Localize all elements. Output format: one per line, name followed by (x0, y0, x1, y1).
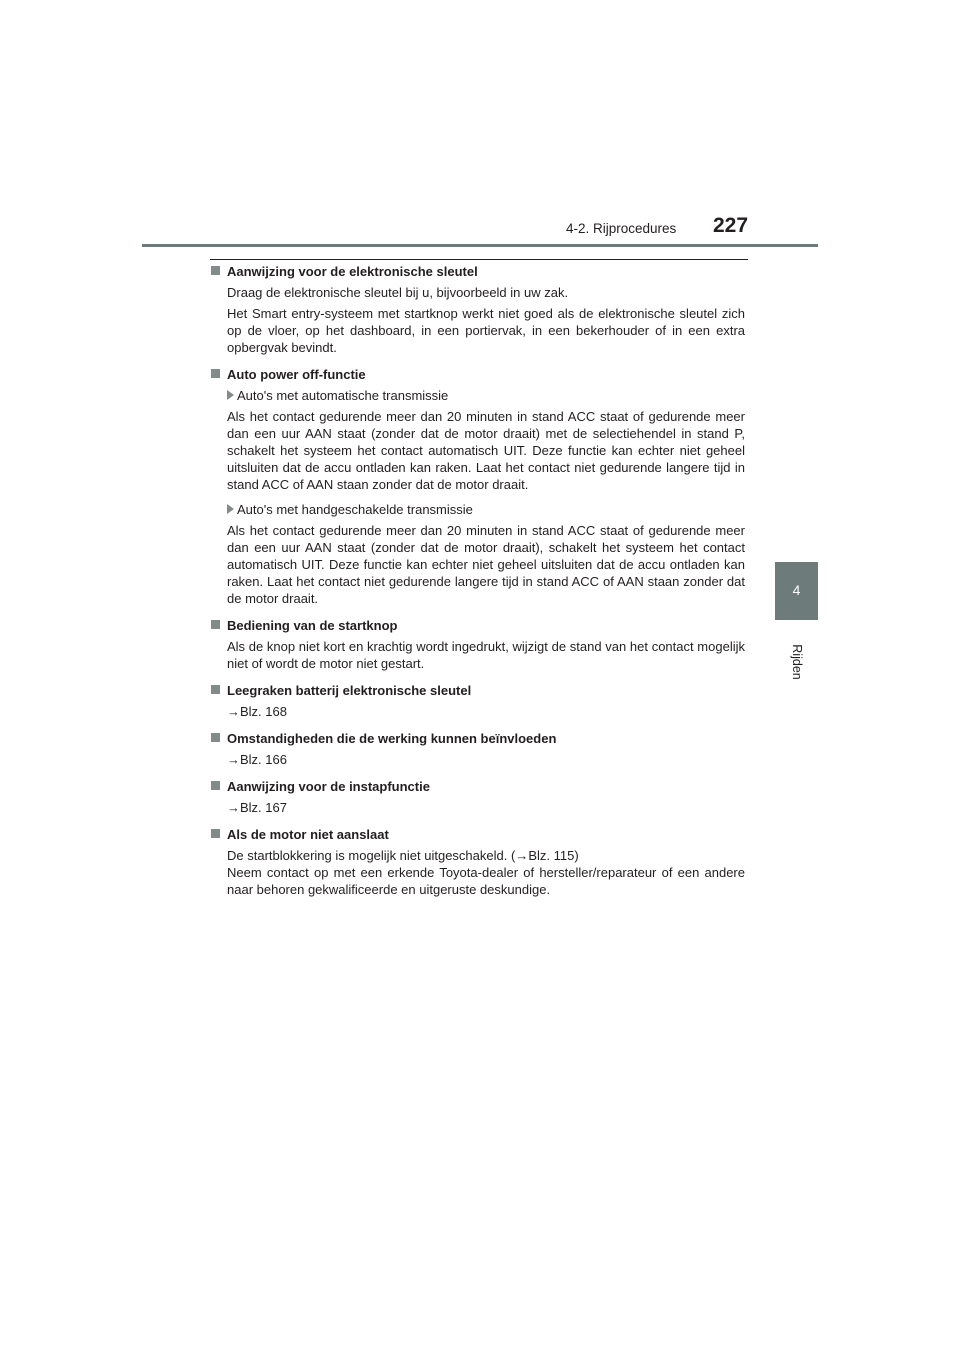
paragraph: Draag de elektronische sleutel bij u, bijvoorbeeld in uw zak. (227, 285, 569, 300)
arrow-icon: → (227, 704, 240, 719)
page-reference[interactable] (227, 751, 745, 768)
chapter-number: 4 (792, 582, 801, 598)
section-auto-power-off (210, 366, 745, 607)
square-bullet-icon (211, 620, 220, 629)
square-bullet-icon (211, 781, 220, 790)
page-reference[interactable] (515, 848, 574, 863)
arrow-icon: → (515, 848, 529, 863)
page-content (210, 263, 745, 902)
section-title-text: Als de motor niet aanslaat (227, 827, 389, 842)
page-number: 227 (713, 214, 749, 237)
subheading-manual (227, 501, 745, 518)
section-title (210, 826, 745, 843)
paragraph: Als het contact gedurende meer dan 20 minuten in stand ACC staat of gedurende meer dan een uur AAN staat (zonder dat de motor draait) met de selectiehendel in stand P, schakelt het systeem het contact automatisch UIT. Deze functie kan echter niet geheel uitsluiten dat de accu ontladen kan raken. Laat het contact niet gedurende langere tijd in stand ACC of AAN staan zonder dat de motor draait. (227, 409, 745, 492)
paragraph (227, 847, 745, 864)
paragraph: Als het contact gedurende meer dan 20 minuten in stand ACC staat of gedurende meer dan een uur AAN staat (zonder dat de motor draait), schakelt het systeem het contact automatisch UIT. Deze functie kan echter niet geheel uitsluiten dat de accu ontladen kan raken. Laat het contact niet gedurende langere tijd in stand ACC of AAN staan zonder dat de motor draait. (227, 523, 745, 606)
paragraph: Als de knop niet kort en krachtig wordt ingedrukt, wijzigt de stand van het contact mogelijk niet of wordt de motor niet gestart. (227, 639, 745, 671)
triangle-bullet-icon (227, 390, 234, 400)
section-title-text: Omstandigheden die de werking kunnen beïnvloeden (227, 731, 557, 746)
subheading-text: Auto's met handgeschakelde transmissie (237, 502, 473, 517)
square-bullet-icon (211, 829, 220, 838)
square-bullet-icon (211, 685, 220, 694)
section-conditions (210, 730, 745, 768)
content-rule (210, 259, 748, 260)
section-title (210, 263, 745, 280)
section-title (210, 617, 745, 634)
section-key-battery (210, 682, 745, 720)
section-title-text: Leegraken batterij elektronische sleutel (227, 683, 472, 698)
section-title (210, 366, 745, 383)
paragraph-text: ) (574, 848, 579, 863)
reference-text: Blz. 115 (528, 848, 575, 863)
paragraph-text: De startblokkering is mogelijk niet uitgeschakeld. ( (227, 848, 516, 863)
square-bullet-icon (211, 266, 220, 275)
paragraph: Neem contact op met een erkende Toyota-dealer of hersteller/reparateur of een andere naar behoren gekwalificeerde en uitgeruste deskundige. (227, 865, 745, 897)
chapter-tab (775, 562, 818, 620)
section-electronic-key (210, 263, 745, 356)
arrow-icon: → (227, 752, 240, 767)
paragraph: Het Smart entry-systeem met startknop werkt niet goed als de elektronische sleutel zich op de vloer, op het dashboard, in een portiervak, in een bekerhouder of in een extra opbergvak bevindt. (227, 306, 745, 355)
section-title (210, 778, 745, 795)
section-start-button (210, 617, 745, 672)
reference-text: Blz. 166 (240, 752, 287, 767)
reference-text: Blz. 167 (240, 800, 287, 815)
section-title-text: Aanwijzing voor de instapfunctie (227, 779, 430, 794)
header-rule (142, 244, 818, 247)
triangle-bullet-icon (227, 504, 234, 514)
section-title-text: Bediening van de startknop (227, 618, 398, 633)
header-section-title: 4-2. Rijprocedures (566, 221, 677, 236)
page-reference[interactable] (227, 799, 745, 816)
section-engine-not-starting (210, 826, 745, 898)
section-title (210, 730, 745, 747)
section-entry-function (210, 778, 745, 816)
section-title-text: Aanwijzing voor de elektronische sleutel (227, 264, 478, 279)
arrow-icon: → (227, 800, 240, 815)
square-bullet-icon (211, 369, 220, 378)
subheading-text: Auto's met automatische transmissie (237, 388, 449, 403)
section-title (210, 682, 745, 699)
square-bullet-icon (211, 733, 220, 742)
section-title-text: Auto power off-functie (227, 367, 366, 382)
reference-text: Blz. 168 (240, 704, 287, 719)
chapter-label: Rijden (790, 644, 804, 680)
subheading-automatic (227, 387, 745, 404)
page-reference[interactable] (227, 703, 745, 720)
